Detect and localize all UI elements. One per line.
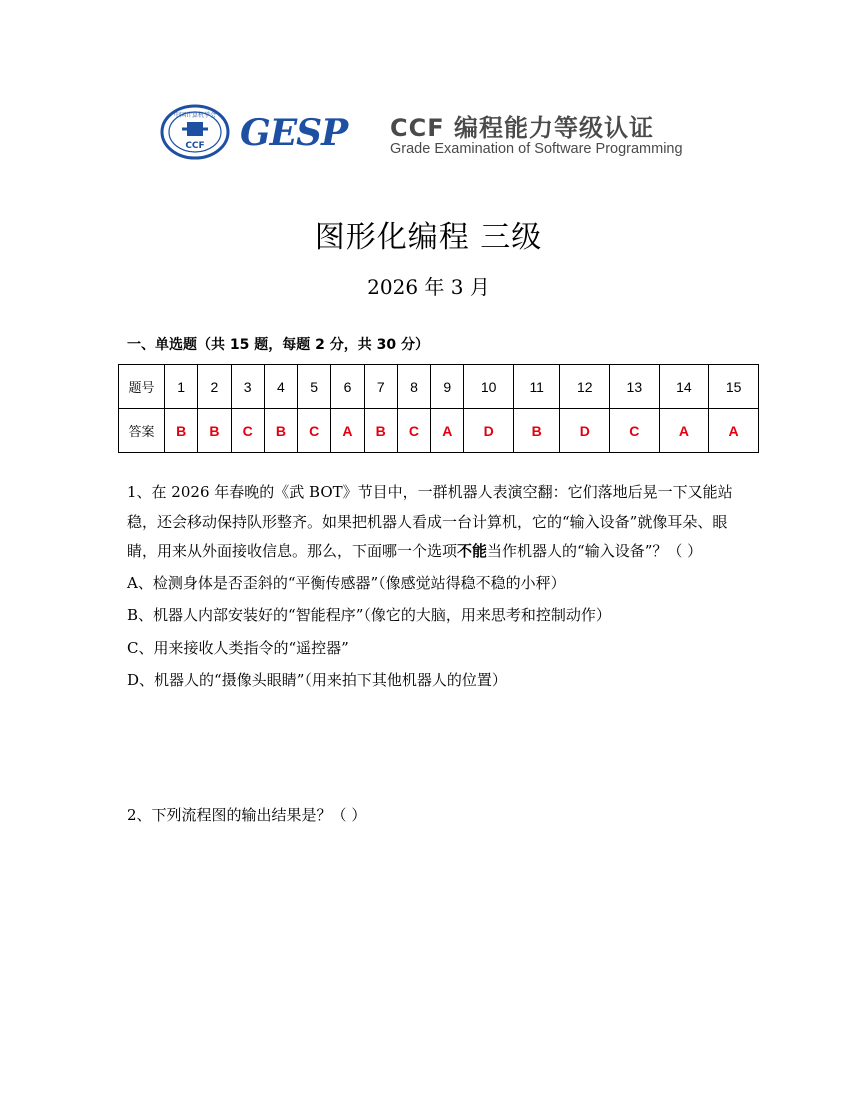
gesp-logo: GESP (240, 112, 348, 154)
number-row-label: 题号 (119, 365, 165, 409)
question-number: 14 (659, 365, 709, 409)
question-number: 4 (264, 365, 297, 409)
option-b: B、机器人内部安装好的“智能程序”（像它的大脑，用来思考和控制动作） (127, 606, 611, 624)
question-number: 9 (431, 365, 464, 409)
answer-row (119, 409, 759, 453)
answer-cell: B (264, 409, 297, 453)
answer-cell: B (364, 409, 397, 453)
question-number: 11 (513, 365, 560, 409)
question-number: 3 (231, 365, 264, 409)
ccf-logo (160, 104, 230, 160)
question-number: 1 (165, 365, 198, 409)
answer-cell: A (331, 409, 364, 453)
question-number: 5 (298, 365, 331, 409)
question-1-stem-start: 1、在 2026 年春晚的《武 BOT》节目中，一群机器人表演空翻：它们落地后晃一下又能站稳，还会移动保持队形整齐。如果把机器人看成一台计算机，它的“输入设备”就像耳朵、眼睛，用来从外面接收信息。那么，下面哪一个选项 (127, 483, 733, 560)
answer-row-label: 答案 (119, 409, 165, 453)
answer-cell: C (397, 409, 430, 453)
ccf-logo-text: 中国计算机学会 (173, 112, 217, 119)
ccf-logo-abbr: CCF (185, 141, 205, 151)
option-c: C、用来接收人类指令的“遥控器” (127, 638, 349, 657)
question-number: 15 (709, 365, 759, 409)
answer-cell: B (198, 409, 231, 453)
answer-cell: A (659, 409, 709, 453)
question-1-stem (127, 478, 737, 567)
question-number: 8 (397, 365, 430, 409)
section-title: 一、单选题（共 15 题，每题 2 分，共 30 分） (127, 337, 429, 353)
question-1 (127, 478, 737, 697)
answer-cell: A (709, 409, 759, 453)
answer-cell: A (431, 409, 464, 453)
answer-cell: B (513, 409, 560, 453)
question-number: 12 (560, 365, 610, 409)
answer-table (118, 364, 759, 453)
question-number: 13 (610, 365, 660, 409)
exam-date: 2026 年 3 月 (367, 275, 490, 299)
option-a: A、检测身体是否歪斜的“平衡传感器”（像感觉站得稳不稳的小秤） (127, 573, 566, 592)
page-title: 图形化编程 三级 (314, 220, 543, 255)
question-number: 2 (198, 365, 231, 409)
brand-title-cn: CCF 编程能力等级认证 (390, 114, 654, 142)
header-logos (160, 104, 700, 164)
answer-cell: D (464, 409, 514, 453)
question-1-stem-end: 当作机器人的“输入设备”？（ ） (487, 542, 703, 560)
question-number: 6 (331, 365, 364, 409)
question-2-stem: 2、下列流程图的输出结果是？（ ） (127, 806, 367, 824)
option-d: D、机器人的“摄像头眼睛”（用来拍下其他机器人的位置） (127, 671, 507, 689)
number-row (119, 365, 759, 409)
answer-cell: C (231, 409, 264, 453)
question-number: 7 (364, 365, 397, 409)
question-number: 10 (464, 365, 514, 409)
answer-cell: C (298, 409, 331, 453)
question-1-emphasis: 不能 (457, 542, 488, 560)
answer-cell: B (165, 409, 198, 453)
answer-cell: C (610, 409, 660, 453)
brand-title-en: Grade Examination of Software Programming (390, 141, 683, 157)
answer-cell: D (560, 409, 610, 453)
